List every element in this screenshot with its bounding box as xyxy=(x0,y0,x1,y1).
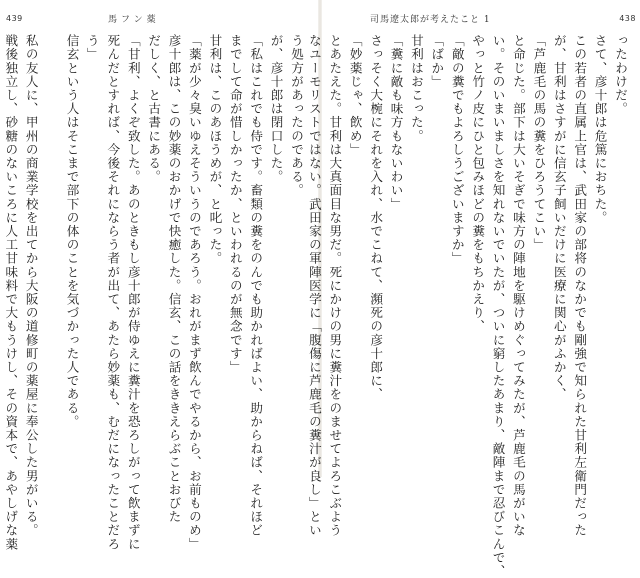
text-line: う」 xyxy=(84,34,100,62)
left-page-body xyxy=(3,34,306,551)
right-page-body xyxy=(306,34,630,578)
text-line: までして命が惜しかったか、といわれるのが無念です」 xyxy=(227,34,243,374)
text-line: ったわけだ。 xyxy=(613,34,628,116)
text-line: この若者の直属上官は、武田家の部将のなかでも剛強で知られた甘利左衛門だった xyxy=(572,34,588,538)
text-line: 信玄という人はそこまで部下の体のことを気づかった人である。 xyxy=(64,34,80,429)
text-line: が、彦十郎は閉口した。 xyxy=(268,34,284,184)
text-line: 「糞に敵も味方もないわい」 xyxy=(388,34,404,211)
text-line: 「妙薬じゃ、飲め」 xyxy=(347,34,363,157)
text-line: 「敵の糞でもよろしうございますか」 xyxy=(449,34,465,266)
text-line: 甘利は、このあほうめが、と叱った。 xyxy=(207,34,223,266)
text-line: が、甘利はさすがに信玄子飼いだけに医療に関心がふかく、 xyxy=(551,34,567,402)
right-running-head: 司馬遼太郎が考えたこと 1 xyxy=(370,15,491,25)
text-line: なユーモリストではない。武田家の軍陣医学に「腹傷に芦鹿毛の糞汁が良し」とい xyxy=(306,34,322,538)
text-line: 「甘利、よくぞ致した。あのときもし彦十郎が侍ゆえに糞汁を恐ろしがって飲まずに xyxy=(125,34,141,551)
right-page-number: 438 xyxy=(619,14,636,23)
text-line: い。そのいまいましさを知れないでいたが、ついに窮したあまり、敵陣まで忍びこんで、 xyxy=(490,34,506,578)
text-line: と命じた。部下は大いそぎで味方の陣地を駆けめぐってみたが、芦鹿毛の馬がいな xyxy=(510,34,526,538)
right-page xyxy=(306,0,640,578)
text-line: 「私はこれでも侍です。畜類の糞をのんでも助かればよい、助からねば、それほど xyxy=(248,34,264,538)
text-line: 甘利はおこった。 xyxy=(408,34,424,143)
text-line: さっそく大椀にそれを入れ、水でこねて、瀕死の彦十郎に、 xyxy=(368,34,384,402)
left-page xyxy=(0,0,318,551)
blank-line xyxy=(41,34,61,454)
text-line: 私の友人に、甲州の商業学校を出てから大阪の道修町の薬屋に奉公した男がいる。 xyxy=(23,34,39,538)
text-line: 死んだとすれば、今後それにならう者が出て、あたら妙薬も、むだになったことだろ xyxy=(105,34,121,551)
text-line: 「薬が少々臭いゆえそういうのであろう。おれがまず飲んでやるから、お前ものめ」 xyxy=(186,34,202,551)
text-line: だしく、と古書にある。 xyxy=(146,34,162,184)
text-line: 彦十郎は、この妙薬のおかげで快癒した。信玄、この話をききえらぶことおびた xyxy=(166,34,182,524)
text-line: とあたえた。甘利は大真面目な男だ。死にかけの男に糞汁をのませてよろこぶよう xyxy=(327,34,343,538)
left-running-head: 馬フン薬 xyxy=(108,15,160,25)
left-page-number: 439 xyxy=(6,14,23,23)
text-line: う処方があったのである。 xyxy=(289,34,304,198)
text-line: さて、彦十郎は危篤におちた。 xyxy=(592,34,608,225)
text-line: 戦後独立し、砂糖のないころに人工甘味料で大もうけし、その資本で、あやしげな薬 xyxy=(3,34,19,551)
text-line: 「ばか」 xyxy=(429,34,445,89)
text-line: 「芦鹿毛の馬の糞をひろうてこい」 xyxy=(531,34,547,252)
text-line: やっと竹ノ皮にひと包みほどの糞をもちかえり、 xyxy=(470,34,486,334)
